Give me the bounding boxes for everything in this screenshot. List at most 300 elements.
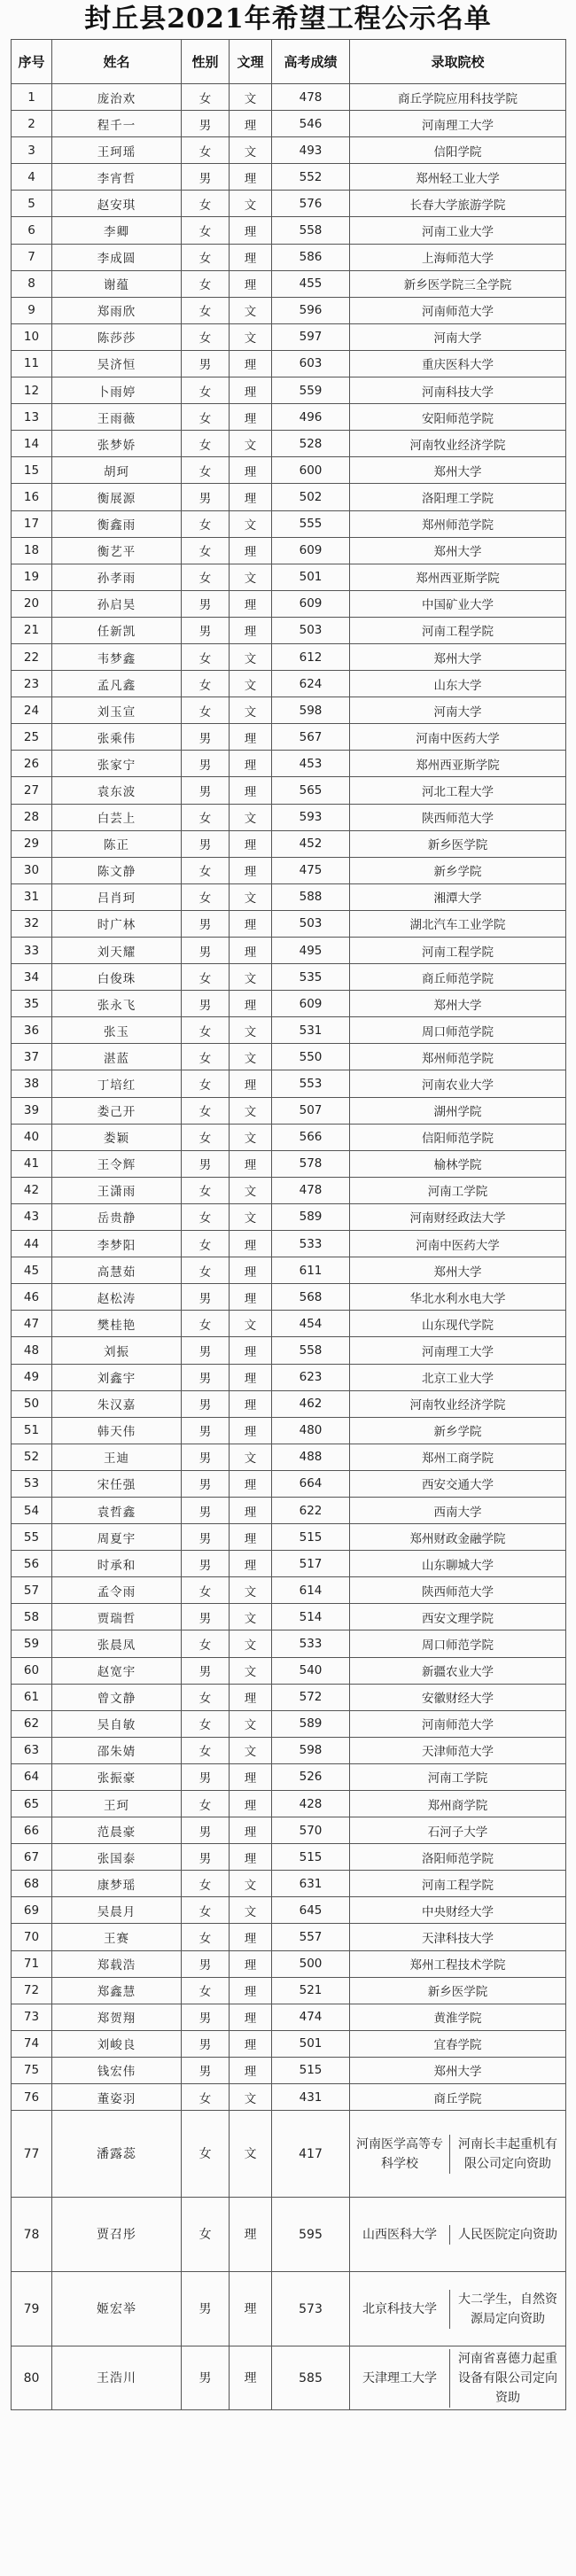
cell-school: 河南科技大学 <box>350 377 566 404</box>
cell-seq: 68 <box>12 1871 52 1897</box>
cell-school: 山西医科大学 <box>350 2225 450 2245</box>
special-row <box>12 2272 566 2346</box>
cell-track: 理 <box>230 1817 272 1844</box>
table-row <box>12 111 566 137</box>
cell-track: 文 <box>230 964 272 991</box>
cell-name: 郑鑫慧 <box>52 1977 182 2004</box>
cell-school: 西南大学 <box>350 1497 566 1523</box>
cell-school: 新乡医学院 <box>350 1977 566 2004</box>
cell-name: 宋任强 <box>52 1470 182 1497</box>
cell-name: 周夏宇 <box>52 1524 182 1551</box>
cell-score: 480 <box>272 1417 350 1444</box>
cell-school: 安阳师范学院 <box>350 404 566 431</box>
cell-name: 卜雨婷 <box>52 377 182 404</box>
cell-school: 河南理工大学 <box>350 1337 566 1364</box>
cell-school: 郑州大学 <box>350 1257 566 1284</box>
cell-seq: 31 <box>12 883 52 910</box>
cell-school: 上海师范大学 <box>350 244 566 270</box>
cell-seq: 9 <box>12 297 52 323</box>
table-row <box>12 643 566 670</box>
cell-score: 521 <box>272 1977 350 2004</box>
cell-gender: 女 <box>182 1791 230 1817</box>
table-row <box>12 1710 566 1737</box>
cell-gender: 女 <box>182 137 230 164</box>
cell-gender: 男 <box>182 484 230 510</box>
table-row <box>12 857 566 883</box>
cell-seq: 61 <box>12 1684 52 1710</box>
cell-school: 河南医学高等专科学校 <box>350 2135 450 2174</box>
cell-track: 理 <box>230 857 272 883</box>
cell-score: 600 <box>272 457 350 484</box>
cell-track: 文 <box>230 1577 272 1604</box>
cell-seq: 59 <box>12 1630 52 1657</box>
table-row <box>12 1364 566 1390</box>
table-row <box>12 590 566 617</box>
cell-track: 理 <box>230 1977 272 2004</box>
cell-gender: 女 <box>182 1070 230 1097</box>
cell-funding: 大二学生，自然资源局定向资助 <box>458 2292 557 2326</box>
cell-name: 袁哲鑫 <box>52 1497 182 1523</box>
cell-score: 515 <box>272 1524 350 1551</box>
cell-gender: 男 <box>182 1657 230 1684</box>
cell-name: 张乘伟 <box>52 724 182 751</box>
cell-seq: 26 <box>12 751 52 777</box>
cell-score: 533 <box>272 1231 350 1257</box>
cell-gender: 女 <box>182 2198 230 2272</box>
cell-name: 岳贵静 <box>52 1203 182 1230</box>
table-row <box>12 270 566 297</box>
cell-gender: 女 <box>182 1124 230 1150</box>
cell-seq: 8 <box>12 270 52 297</box>
cell-track: 文 <box>230 1444 272 1470</box>
cell-score: 514 <box>272 1604 350 1630</box>
cell-score: 557 <box>272 1924 350 1950</box>
cell-gender: 女 <box>182 1311 230 1337</box>
cell-seq: 50 <box>12 1390 52 1417</box>
cell-gender: 女 <box>182 1044 230 1070</box>
cell-score: 631 <box>272 1871 350 1897</box>
table-row <box>12 244 566 270</box>
table-row <box>12 1284 566 1311</box>
cell-gender: 女 <box>182 564 230 590</box>
cell-score: 609 <box>272 590 350 617</box>
cell-score: 478 <box>272 84 350 111</box>
cell-seq: 62 <box>12 1710 52 1737</box>
roster-table <box>11 39 566 2410</box>
cell-gender: 男 <box>182 910 230 937</box>
cell-name: 孙孝雨 <box>52 564 182 590</box>
cell-score: 553 <box>272 1070 350 1097</box>
cell-score: 488 <box>272 1444 350 1470</box>
cell-gender: 男 <box>182 164 230 191</box>
cell-school: 重庆医科大学 <box>350 350 566 377</box>
cell-seq: 20 <box>12 590 52 617</box>
table-row <box>12 1444 566 1470</box>
table-row <box>12 777 566 804</box>
cell-school: 洛阳师范学院 <box>350 1844 566 1871</box>
cell-track: 理 <box>230 1763 272 1790</box>
cell-seq: 69 <box>12 1897 52 1924</box>
cell-gender: 女 <box>182 1897 230 1924</box>
cell-school: 郑州大学 <box>350 643 566 670</box>
cell-score: 453 <box>272 751 350 777</box>
cell-track: 文 <box>230 1897 272 1924</box>
cell-seq: 19 <box>12 564 52 590</box>
table-row <box>12 1844 566 1871</box>
cell-school: 河南工程学院 <box>350 938 566 964</box>
col-seq-header: 序号 <box>12 40 52 84</box>
table-row <box>12 1630 566 1657</box>
cell-gender: 男 <box>182 1844 230 1871</box>
cell-score: 502 <box>272 484 350 510</box>
cell-gender: 女 <box>182 1977 230 2004</box>
cell-name: 赵宽宇 <box>52 1657 182 1684</box>
cell-name: 李成圆 <box>52 244 182 270</box>
cell-seq: 13 <box>12 404 52 431</box>
cell-track: 理 <box>230 484 272 510</box>
cell-school: 河南大学 <box>350 323 566 350</box>
cell-score: 555 <box>272 510 350 537</box>
cell-school: 郑州商学院 <box>350 1791 566 1817</box>
table-row <box>12 2057 566 2083</box>
cell-track: 理 <box>230 350 272 377</box>
cell-school: 华北水利水电大学 <box>350 1284 566 1311</box>
table-row <box>12 1950 566 1977</box>
cell-gender: 男 <box>182 1337 230 1364</box>
cell-gender: 男 <box>182 1497 230 1523</box>
cell-track: 理 <box>230 270 272 297</box>
cell-gender: 男 <box>182 751 230 777</box>
cell-gender: 女 <box>182 1257 230 1284</box>
cell-school: 黄淮学院 <box>350 2004 566 2030</box>
cell-name: 曾文静 <box>52 1684 182 1710</box>
cell-school: 商丘学院 <box>350 2084 566 2111</box>
table-row <box>12 804 566 830</box>
cell-track: 理 <box>230 1284 272 1311</box>
cell-score: 589 <box>272 1203 350 1230</box>
cell-seq: 51 <box>12 1417 52 1444</box>
cell-track: 理 <box>230 910 272 937</box>
cell-track: 文 <box>230 1710 272 1737</box>
cell-name: 韩天伟 <box>52 1417 182 1444</box>
cell-track: 理 <box>230 1364 272 1390</box>
cell-seq: 24 <box>12 697 52 724</box>
cell-score: 552 <box>272 164 350 191</box>
table-row <box>12 1871 566 1897</box>
cell-name: 孙启昊 <box>52 590 182 617</box>
cell-name: 衡展源 <box>52 484 182 510</box>
table-row <box>12 1124 566 1150</box>
cell-name: 王赛 <box>52 1924 182 1950</box>
cell-score: 595 <box>272 2198 350 2272</box>
cell-score: 623 <box>272 1364 350 1390</box>
cell-school-funding <box>350 2346 566 2410</box>
cell-school: 石河子大学 <box>350 1817 566 1844</box>
cell-school: 郑州工商学院 <box>350 1444 566 1470</box>
cell-seq: 21 <box>12 617 52 643</box>
cell-track: 理 <box>230 1257 272 1284</box>
cell-name: 孟令雨 <box>52 1577 182 1604</box>
cell-seq: 53 <box>12 1470 52 1497</box>
cell-track: 文 <box>230 510 272 537</box>
cell-score: 462 <box>272 1390 350 1417</box>
table-row <box>12 751 566 777</box>
cell-score: 596 <box>272 297 350 323</box>
cell-gender: 男 <box>182 724 230 751</box>
cell-name: 丁培红 <box>52 1070 182 1097</box>
cell-gender: 男 <box>182 2272 230 2346</box>
cell-gender: 男 <box>182 1763 230 1790</box>
cell-gender: 男 <box>182 350 230 377</box>
table-row <box>12 938 566 964</box>
cell-track: 文 <box>230 883 272 910</box>
cell-track: 理 <box>230 244 272 270</box>
table-row <box>12 1657 566 1684</box>
cell-gender: 男 <box>182 111 230 137</box>
table-row <box>12 991 566 1017</box>
cell-track: 理 <box>230 1231 272 1257</box>
cell-score: 531 <box>272 1017 350 1044</box>
cell-school-funding <box>350 2272 566 2346</box>
table-row <box>12 2084 566 2111</box>
cell-seq: 6 <box>12 217 52 244</box>
cell-school: 天津理工大学 <box>350 2349 450 2408</box>
cell-score: 496 <box>272 404 350 431</box>
cell-gender: 女 <box>182 2084 230 2111</box>
cell-gender: 女 <box>182 431 230 457</box>
cell-track: 文 <box>230 1017 272 1044</box>
cell-track: 理 <box>230 2346 272 2410</box>
cell-seq: 77 <box>12 2111 52 2198</box>
cell-gender: 男 <box>182 777 230 804</box>
cell-name: 韦梦鑫 <box>52 643 182 670</box>
cell-gender: 男 <box>182 1604 230 1630</box>
cell-school: 郑州大学 <box>350 537 566 564</box>
cell-school: 河南工程学院 <box>350 1871 566 1897</box>
cell-gender: 女 <box>182 1097 230 1124</box>
cell-score: 526 <box>272 1763 350 1790</box>
cell-school: 新疆农业大学 <box>350 1657 566 1684</box>
table-row <box>12 2004 566 2030</box>
cell-seq: 7 <box>12 244 52 270</box>
cell-school: 陕西师范大学 <box>350 804 566 830</box>
cell-gender: 男 <box>182 1417 230 1444</box>
cell-name: 樊桂艳 <box>52 1311 182 1337</box>
cell-score: 568 <box>272 1284 350 1311</box>
cell-score: 593 <box>272 804 350 830</box>
table-row <box>12 1311 566 1337</box>
cell-school: 安徽财经大学 <box>350 1684 566 1710</box>
cell-name: 陈文静 <box>52 857 182 883</box>
table-row <box>12 1044 566 1070</box>
cell-name: 刘鑫宇 <box>52 1364 182 1390</box>
table-row <box>12 1177 566 1203</box>
cell-track: 理 <box>230 1337 272 1364</box>
roster-body <box>12 84 566 2410</box>
cell-school: 湖北汽车工业学院 <box>350 910 566 937</box>
table-row <box>12 1524 566 1551</box>
cell-score: 598 <box>272 697 350 724</box>
table-row <box>12 1203 566 1230</box>
cell-school: 河南工学院 <box>350 1177 566 1203</box>
table-row <box>12 697 566 724</box>
cell-track: 理 <box>230 590 272 617</box>
cell-school: 河南财经政法大学 <box>350 1203 566 1230</box>
table-row <box>12 510 566 537</box>
cell-score: 495 <box>272 938 350 964</box>
cell-name: 白芸上 <box>52 804 182 830</box>
cell-seq: 41 <box>12 1150 52 1177</box>
cell-score: 589 <box>272 1710 350 1737</box>
table-row <box>12 964 566 991</box>
cell-seq: 22 <box>12 643 52 670</box>
cell-name: 董姿羽 <box>52 2084 182 2111</box>
cell-score: 588 <box>272 883 350 910</box>
header-row <box>12 40 566 84</box>
cell-school: 中国矿业大学 <box>350 590 566 617</box>
cell-school: 山东聊城大学 <box>350 1551 566 1577</box>
cell-name: 赵安琪 <box>52 191 182 217</box>
cell-track: 理 <box>230 1844 272 1871</box>
table-row <box>12 350 566 377</box>
cell-track: 理 <box>230 111 272 137</box>
cell-track: 文 <box>230 671 272 697</box>
cell-gender: 女 <box>182 1203 230 1230</box>
cell-score: 475 <box>272 857 350 883</box>
cell-school: 河南牧业经济学院 <box>350 431 566 457</box>
table-row <box>12 1897 566 1924</box>
cell-name: 赵松涛 <box>52 1284 182 1311</box>
cell-gender: 女 <box>182 1017 230 1044</box>
table-row <box>12 1497 566 1523</box>
cell-score: 664 <box>272 1470 350 1497</box>
cell-school: 河南农业大学 <box>350 1070 566 1097</box>
cell-track: 文 <box>230 1737 272 1763</box>
cell-track: 理 <box>230 938 272 964</box>
cell-score: 624 <box>272 671 350 697</box>
cell-seq: 73 <box>12 2004 52 2030</box>
cell-seq: 71 <box>12 1950 52 1977</box>
cell-seq: 66 <box>12 1817 52 1844</box>
cell-name: 张家宁 <box>52 751 182 777</box>
cell-name: 潘露蕊 <box>52 2111 182 2198</box>
cell-seq: 39 <box>12 1097 52 1124</box>
cell-seq: 64 <box>12 1763 52 1790</box>
cell-name: 张振豪 <box>52 1763 182 1790</box>
cell-name: 娄颖 <box>52 1124 182 1150</box>
cell-gender: 男 <box>182 617 230 643</box>
cell-school: 周口师范学院 <box>350 1017 566 1044</box>
cell-seq: 65 <box>12 1791 52 1817</box>
cell-school: 湖州学院 <box>350 1097 566 1124</box>
cell-score: 478 <box>272 1177 350 1203</box>
cell-track: 理 <box>230 1390 272 1417</box>
cell-school: 信阳学院 <box>350 137 566 164</box>
cell-seq: 55 <box>12 1524 52 1551</box>
cell-score: 573 <box>272 2272 350 2346</box>
table-row <box>12 217 566 244</box>
cell-name: 朱汉嘉 <box>52 1390 182 1417</box>
cell-score: 576 <box>272 191 350 217</box>
cell-track: 文 <box>230 2084 272 2111</box>
cell-seq: 56 <box>12 1551 52 1577</box>
cell-track: 理 <box>230 1950 272 1977</box>
cell-track: 理 <box>230 2198 272 2272</box>
page-title: 封丘县2021年希望工程公示名单 <box>84 4 492 35</box>
cell-score: 515 <box>272 2057 350 2083</box>
cell-seq: 3 <box>12 137 52 164</box>
cell-seq: 52 <box>12 1444 52 1470</box>
cell-name: 袁东波 <box>52 777 182 804</box>
table-row <box>12 1017 566 1044</box>
col-name-header: 姓名 <box>52 40 182 84</box>
cell-gender: 女 <box>182 1577 230 1604</box>
table-row <box>12 1070 566 1097</box>
cell-name: 贾召彤 <box>52 2198 182 2272</box>
cell-school: 天津师范大学 <box>350 1737 566 1763</box>
cell-gender: 男 <box>182 1444 230 1470</box>
col-score-header: 高考成绩 <box>272 40 350 84</box>
cell-track: 理 <box>230 1417 272 1444</box>
cell-score: 572 <box>272 1684 350 1710</box>
cell-gender: 男 <box>182 2030 230 2057</box>
table-row <box>12 1791 566 1817</box>
col-track-header: 文理 <box>230 40 272 84</box>
cell-gender: 女 <box>182 297 230 323</box>
cell-gender: 男 <box>182 2004 230 2030</box>
cell-score: 503 <box>272 617 350 643</box>
cell-seq: 27 <box>12 777 52 804</box>
cell-school: 商丘学院应用科技学院 <box>350 84 566 111</box>
cell-seq: 12 <box>12 377 52 404</box>
cell-school: 宜春学院 <box>350 2030 566 2057</box>
cell-name: 张永飞 <box>52 991 182 1017</box>
cell-school: 湘潭大学 <box>350 883 566 910</box>
cell-gender: 女 <box>182 643 230 670</box>
cell-gender: 男 <box>182 991 230 1017</box>
cell-school: 商丘师范学院 <box>350 964 566 991</box>
cell-score: 431 <box>272 2084 350 2111</box>
cell-funding: 河南长丰起重机有限公司定向资助 <box>458 2136 557 2171</box>
cell-gender: 男 <box>182 590 230 617</box>
cell-score: 493 <box>272 137 350 164</box>
cell-track: 理 <box>230 217 272 244</box>
cell-name: 王珂 <box>52 1791 182 1817</box>
cell-track: 文 <box>230 137 272 164</box>
table-row <box>12 484 566 510</box>
cell-track: 文 <box>230 1871 272 1897</box>
cell-seq: 57 <box>12 1577 52 1604</box>
cell-school: 陕西师范大学 <box>350 1577 566 1604</box>
cell-gender: 男 <box>182 1470 230 1497</box>
cell-name: 王雨薇 <box>52 404 182 431</box>
cell-school: 洛阳理工学院 <box>350 484 566 510</box>
cell-school: 河南大学 <box>350 697 566 724</box>
cell-school: 河南中医药大学 <box>350 724 566 751</box>
cell-track: 理 <box>230 1551 272 1577</box>
table-row <box>12 1551 566 1577</box>
cell-school: 西安交通大学 <box>350 1470 566 1497</box>
cell-track: 理 <box>230 617 272 643</box>
table-row <box>12 1763 566 1790</box>
cell-school: 郑州大学 <box>350 2057 566 2083</box>
cell-seq: 33 <box>12 938 52 964</box>
cell-score: 474 <box>272 2004 350 2030</box>
cell-gender: 女 <box>182 1177 230 1203</box>
cell-score: 597 <box>272 323 350 350</box>
cell-score: 558 <box>272 1337 350 1364</box>
cell-name: 王令辉 <box>52 1150 182 1177</box>
